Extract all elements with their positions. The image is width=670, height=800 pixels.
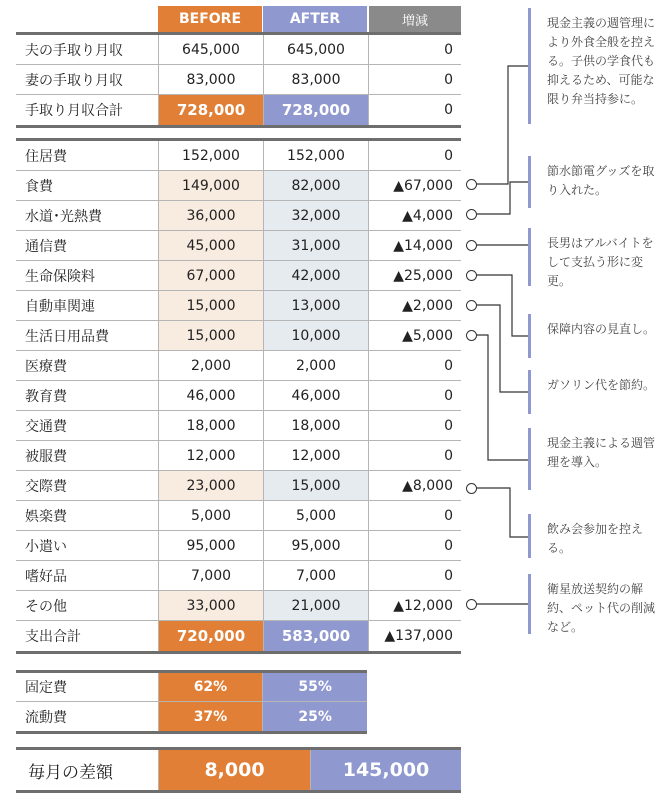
after-value: 55% xyxy=(262,673,367,701)
row-label: 水道･光熱費 xyxy=(25,208,102,225)
before-value: 18,000 xyxy=(158,411,263,440)
connector-car xyxy=(474,305,528,392)
delta-value: ▲4,000 xyxy=(368,201,461,230)
delta-value: 0 xyxy=(368,141,461,170)
after-value: 83,000 xyxy=(263,65,368,94)
after-value: 95,000 xyxy=(263,531,368,560)
connector-daily xyxy=(474,335,528,460)
delta-value: ▲12,000 xyxy=(368,591,461,620)
after-value: 152,000 xyxy=(263,141,368,170)
delta-value: ▲8,000 xyxy=(368,471,461,500)
delta-value: ▲67,000 xyxy=(368,171,461,200)
after-value: 12,000 xyxy=(263,441,368,470)
marker-daily xyxy=(466,330,477,341)
marker-food xyxy=(466,179,477,190)
delta-value: 0 xyxy=(368,441,461,470)
note-daily: 現金主義による週管理を導入。 xyxy=(528,428,670,490)
after-value: 13,000 xyxy=(263,291,368,320)
marker-car xyxy=(466,300,477,311)
after-value: 32,000 xyxy=(263,201,368,230)
header-after: AFTER xyxy=(263,6,367,32)
marker-utility xyxy=(466,209,477,220)
marker-social xyxy=(466,483,477,494)
before-value: 83,000 xyxy=(158,65,263,94)
delta-value: ▲25,000 xyxy=(368,261,461,290)
after-value: 583,000 xyxy=(263,621,368,651)
row-label: 固定費 xyxy=(25,680,67,696)
row-label: 流動費 xyxy=(25,709,67,726)
after-value: 645,000 xyxy=(263,35,368,64)
delta-value: 0 xyxy=(368,35,461,64)
row-label: 手取り月収合計 xyxy=(25,103,123,119)
after-value: 728,000 xyxy=(263,95,368,125)
note-insurance: 保障内容の見直し。 xyxy=(528,314,670,358)
connector-utility xyxy=(474,182,528,214)
before-value: 33,000 xyxy=(158,591,263,620)
after-value: 31,000 xyxy=(263,231,368,260)
delta-value: 0 xyxy=(368,531,461,560)
before-value: 15,000 xyxy=(158,291,263,320)
row-label: 食費 xyxy=(25,178,53,195)
row-label: 娯楽費 xyxy=(25,508,67,525)
after-value: 5,000 xyxy=(263,501,368,530)
after-value: 21,000 xyxy=(263,591,368,620)
after-value: 46,000 xyxy=(263,381,368,410)
delta-value: 0 xyxy=(368,411,461,440)
monthly-difference-after: 145,000 xyxy=(310,750,461,790)
monthly-difference-label: 毎月の差額 xyxy=(28,762,113,783)
row-label: 被服費 xyxy=(25,448,67,465)
note-food: 現金主義の週管理により外食全般を控える。子供の学食代も抑えるため、可能な限り弁当持参に。 xyxy=(528,8,670,124)
before-value: 7,000 xyxy=(158,561,263,590)
row-label: 通信費 xyxy=(25,238,67,255)
before-value: 45,000 xyxy=(158,231,263,260)
note-car: ガソリン代を節約。 xyxy=(528,370,670,414)
delta-value: 0 xyxy=(368,65,461,94)
row-label: 医療費 xyxy=(25,358,67,375)
before-value: 12,000 xyxy=(158,441,263,470)
delta-value: 0 xyxy=(368,381,461,410)
after-value: 7,000 xyxy=(263,561,368,590)
delta-value: 0 xyxy=(368,561,461,590)
delta-value: 0 xyxy=(368,95,461,125)
delta-value: ▲137,000 xyxy=(368,621,461,651)
row-label: 小遣い xyxy=(25,538,67,555)
row-label: 交通費 xyxy=(25,418,67,435)
delta-value: ▲14,000 xyxy=(368,231,461,260)
before-value: 23,000 xyxy=(158,471,263,500)
row-label: 生活日用品費 xyxy=(25,328,109,345)
before-value: 149,000 xyxy=(158,171,263,200)
row-label: その他 xyxy=(25,598,67,615)
row-label: 住居費 xyxy=(25,148,67,165)
row-label: 自動車関連 xyxy=(25,298,95,315)
marker-insurance xyxy=(466,270,477,281)
after-value: 25% xyxy=(262,702,367,731)
header-before: BEFORE xyxy=(158,6,262,32)
before-value: 15,000 xyxy=(158,321,263,350)
marker-other xyxy=(466,599,477,610)
connector-social xyxy=(474,488,528,537)
delta-value: 0 xyxy=(368,351,461,380)
note-other: 衛星放送契約の解約、ペット代の削減など。 xyxy=(528,574,670,634)
before-value: 62% xyxy=(158,673,263,701)
before-value: 46,000 xyxy=(158,381,263,410)
before-value: 67,000 xyxy=(158,261,263,290)
before-value: 37% xyxy=(158,702,263,731)
header-delta: 増減 xyxy=(369,6,461,32)
before-value: 152,000 xyxy=(158,141,263,170)
after-value: 18,000 xyxy=(263,411,368,440)
row-label: 妻の手取り月収 xyxy=(25,72,123,89)
row-label: 教育費 xyxy=(25,388,67,405)
before-value: 5,000 xyxy=(158,501,263,530)
connector-food xyxy=(474,66,528,184)
after-value: 82,000 xyxy=(263,171,368,200)
before-value: 2,000 xyxy=(158,351,263,380)
before-value: 720,000 xyxy=(158,621,263,651)
before-value: 36,000 xyxy=(158,201,263,230)
before-value: 728,000 xyxy=(158,95,263,125)
after-value: 15,000 xyxy=(263,471,368,500)
delta-value: 0 xyxy=(368,501,461,530)
note-social: 飲み会参加を控える。 xyxy=(528,514,670,558)
delta-value: ▲2,000 xyxy=(368,291,461,320)
after-value: 2,000 xyxy=(263,351,368,380)
note-utility: 節水節電グッズを取り入れた。 xyxy=(528,156,670,208)
before-value: 95,000 xyxy=(158,531,263,560)
marker-telecom xyxy=(466,240,477,251)
monthly-difference-before: 8,000 xyxy=(158,750,310,790)
note-telecom: 長男はアルバイトをして支払う形に変更。 xyxy=(528,228,670,286)
after-value: 10,000 xyxy=(263,321,368,350)
row-label: 生命保険料 xyxy=(25,268,95,285)
before-value: 645,000 xyxy=(158,35,263,64)
row-label: 支出合計 xyxy=(25,629,81,645)
row-label: 夫の手取り月収 xyxy=(25,42,123,59)
after-value: 42,000 xyxy=(263,261,368,290)
delta-value: ▲5,000 xyxy=(368,321,461,350)
row-label: 交際費 xyxy=(25,478,67,495)
row-label: 嗜好品 xyxy=(25,568,67,585)
